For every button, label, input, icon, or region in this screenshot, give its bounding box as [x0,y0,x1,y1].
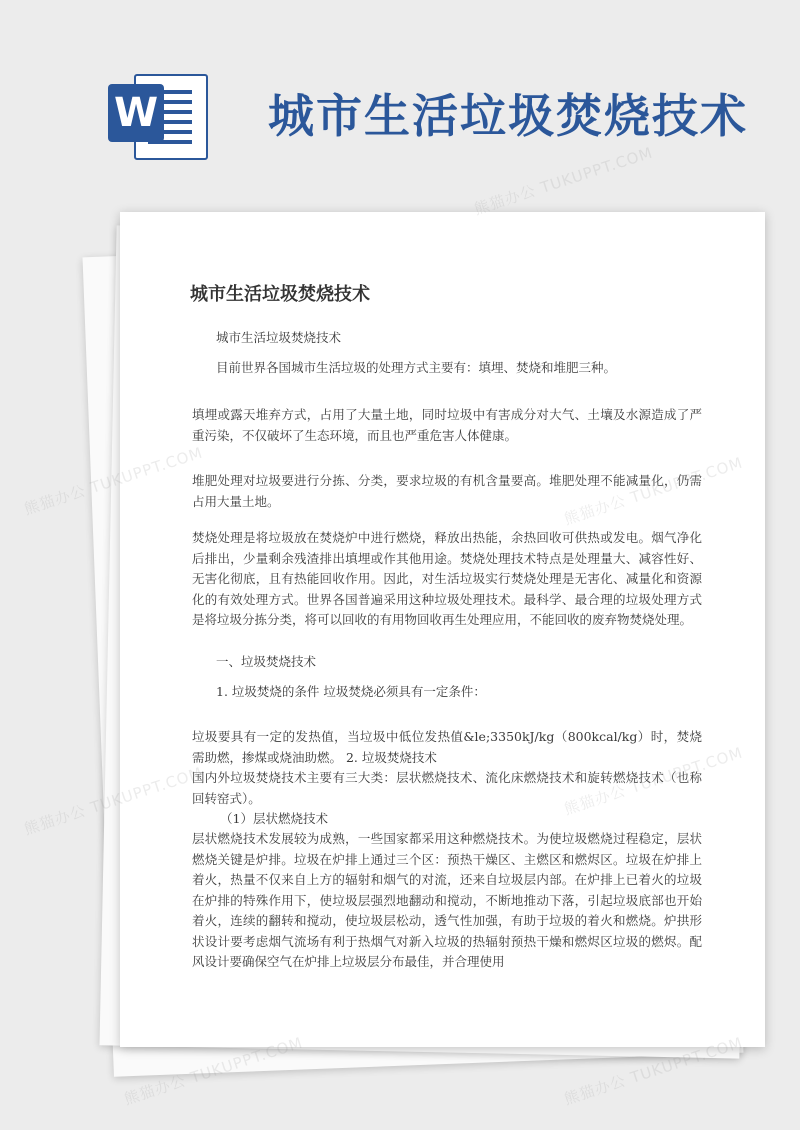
document-page [120,212,765,1047]
document-title: 城市生活垃圾焚烧技术 [190,284,370,305]
section-heading: 一、垃圾焚烧技术 [216,654,317,669]
banner-title: 城市生活垃圾焚烧技术 [268,89,748,143]
banner [0,0,800,200]
paragraph: 城市生活垃圾焚烧技术 [216,330,342,345]
paragraph: 焚烧处理是将垃圾放在焚烧炉中进行燃烧，释放出热能，余热回收可供热或发电。烟气净化后排出，少量剩余残渣排出填埋或作其他用途。焚烧处理技术特点是处理量大、减容性好、无害化彻底，且有热能回收作用。因此，对生活垃圾实行焚烧处理是无害化、减量化和资源化的有效处理方式。世界各国普遍采用这种垃圾处理技术。最科学、最合理的垃圾处理方式是将垃圾分拣分类，将可以回收的有用物回收再生处理应用，不能回收的废弃物焚烧处理。 [192,530,702,627]
paragraph: 堆肥处理对垃圾要进行分拣、分类，要求垃圾的有机含量要高。堆肥处理不能减量化，仍需占用大量土地。 [192,473,702,509]
watermark: 熊猫办公 [21,801,89,839]
paragraph: 1. 垃圾焚烧的条件 垃圾焚烧必须具有一定条件： [216,684,486,699]
word-icon-letter: W [108,84,164,142]
word-document-icon [108,68,208,160]
watermark: 熊猫办公 TUKUPPT.COM [471,143,656,219]
subsection-heading: （1）层状燃烧技术 [220,811,328,826]
watermark: 熊猫办公 TUKUPPT.COM [561,1033,746,1109]
paragraph: 国内外垃圾焚烧技术主要有三大类：层状燃烧技术、流化床燃烧技术和旋转燃烧技术（也称回转窑式）。 [192,770,702,806]
paragraph: 层状燃烧技术发展较为成熟，一些国家都采用这种燃烧技术。为使垃圾燃烧过程稳定，层状燃烧关键是炉排。垃圾在炉排上通过三个区：预热干燥区、主燃区和燃烬区。垃圾在炉排上着火，热量不仅来自上方的辐射和烟气的对流，还来自垃圾层内部。在炉排上已着火的垃圾在炉排的特殊作用下，使垃圾层强烈地翻动和搅动，不断地推动下落，引起垃圾底部也开始着火，连续的翻转和搅动，使垃圾层松动，透气性加强，有助于垃圾的着火和燃烧。炉拱形状设计要考虑烟气流场有利于热烟气对新入垃圾的热辐射预热干燥和燃烬区垃圾的燃烬。配风设计要确保空气在炉排上垃圾层分布最佳，并合理使用 [192,831,702,969]
watermark: 熊猫办公 [21,481,89,519]
paragraph: 垃圾要具有一定的发热值，当垃圾中低位发热值&le;3350kJ/kg（800kcal/kg）时，焚烧需助燃，掺煤或烧油助燃。 2. 垃圾焚烧技术 [192,729,702,765]
paragraph: 填埋或露天堆弃方式，占用了大量土地，同时垃圾中有害成分对大气、土壤及水源造成了严重污染，不仅破坏了生态环境，而且也严重危害人体健康。 [192,407,702,443]
paragraph: 目前世界各国城市生活垃圾的处理方式主要有：填埋、焚烧和堆肥三种。 [216,360,617,375]
